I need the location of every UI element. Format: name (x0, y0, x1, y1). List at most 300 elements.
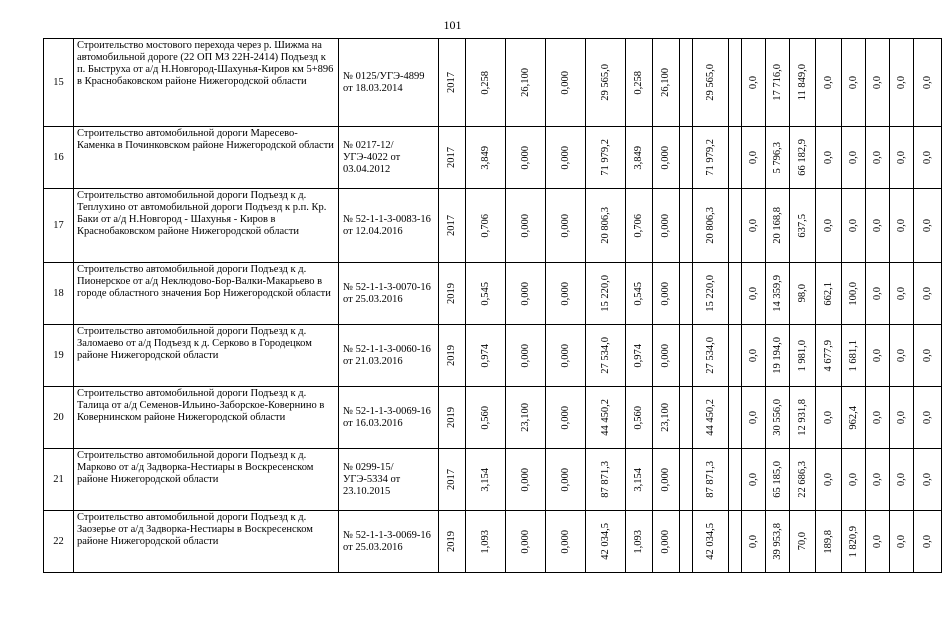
value-text: 65 185,0 (771, 461, 783, 498)
value-text: 0,0 (871, 348, 883, 363)
value-cell (914, 387, 942, 449)
value-text: 0,000 (559, 529, 571, 554)
expertise-reference: № 52-1-1-3-0069-16 от 16.03.2016 (339, 387, 439, 449)
row-number: 18 (44, 263, 74, 325)
value-cell (842, 325, 866, 387)
value-text: 0,0 (895, 150, 907, 165)
value-cell (466, 325, 506, 387)
value-text: 0,0 (921, 286, 933, 301)
value-text: 0,974 (633, 343, 644, 368)
value-cell (866, 39, 890, 127)
value-cell (742, 39, 766, 127)
value-cell (439, 511, 466, 573)
expertise-reference: № 52-1-1-3-0083-16 от 12.04.2016 (339, 189, 439, 263)
value-cell (653, 189, 680, 263)
value-text: 0,000 (519, 145, 531, 170)
value-cell (729, 449, 742, 511)
value-cell (626, 511, 653, 573)
value-cell (914, 127, 942, 189)
value-cell (693, 127, 729, 189)
value-text: 23,100 (660, 403, 671, 432)
object-name: Строительство автомобильной дороги Маресево-Каменка в Починковском районе Нижегородской области (74, 127, 339, 189)
value-cell (626, 39, 653, 127)
row-number: 20 (44, 387, 74, 449)
expertise-reference: № 52-1-1-3-0069-16 от 25.03.2016 (339, 511, 439, 573)
value-cell (439, 127, 466, 189)
value-text: 3,849 (633, 145, 644, 170)
table-row (44, 449, 942, 511)
object-name: Строительство автомобильной дороги Подъезд к д. Марково от а/д Задворка-Нестиары в Воскресенском районе Нижегородской области (74, 449, 339, 511)
value-text: 0,0 (871, 218, 883, 233)
value-cell (653, 263, 680, 325)
object-name: Строительство автомобильной дороги Подъезд к д. Пионерское от а/д Неклюдово-Бор-Валки-Макарьево в городе областного значения Бор Нижегородской области (74, 263, 339, 325)
value-text: 2017 (446, 215, 457, 236)
value-text: 70,0 (796, 532, 808, 551)
object-name: Строительство автомобильной дороги Подъезд к д. Заозерье от а/д Задворка-Нестиары в Воскресенском районе Нижегородской области (74, 511, 339, 573)
value-text: 0,0 (822, 75, 834, 90)
value-cell (866, 127, 890, 189)
value-text: 0,0 (822, 218, 834, 233)
value-cell (914, 189, 942, 263)
value-text: 29 565,0 (704, 64, 716, 101)
value-cell (693, 387, 729, 449)
value-cell (742, 387, 766, 449)
value-cell (914, 39, 942, 127)
value-cell (653, 387, 680, 449)
value-cell (693, 511, 729, 573)
value-cell (890, 39, 914, 127)
row-number: 22 (44, 511, 74, 573)
value-cell (586, 39, 626, 127)
value-text: 0,000 (559, 467, 571, 492)
value-text: 12 931,8 (796, 399, 808, 436)
value-cell (439, 263, 466, 325)
value-cell (680, 325, 693, 387)
value-text: 87 871,3 (704, 461, 716, 498)
value-text: 0,000 (519, 467, 531, 492)
table-row (44, 127, 942, 189)
row-number: 16 (44, 127, 74, 189)
value-text: 0,0 (895, 410, 907, 425)
value-cell (626, 189, 653, 263)
value-cell (680, 387, 693, 449)
value-text: 0,0 (921, 534, 933, 549)
value-cell (680, 511, 693, 573)
value-text: 0,545 (633, 281, 644, 306)
object-name: Строительство мостового перехода через р. Шижма на автомобильной дороге (22 ОП МЗ 22Н-2414) Подъезд к п. Быструха от а/д Н.Новгород-Шахунья-Киров км 5+896 в Краснобаковском районе Нижегородской области (74, 39, 339, 127)
value-cell (466, 39, 506, 127)
value-cell (890, 325, 914, 387)
value-text: 39 953,8 (771, 523, 783, 560)
value-cell (466, 263, 506, 325)
value-cell (586, 325, 626, 387)
value-cell (506, 325, 546, 387)
value-text: 0,0 (822, 410, 834, 425)
expertise-reference: № 0217-12/УГЭ-4022 от 03.04.2012 (339, 127, 439, 189)
value-cell (729, 127, 742, 189)
value-cell (653, 511, 680, 573)
value-cell (439, 189, 466, 263)
value-text: 1 820,9 (847, 525, 859, 558)
value-text: 637,5 (796, 213, 808, 238)
value-text: 15 220,0 (599, 275, 611, 312)
value-cell (816, 39, 842, 127)
value-cell (914, 511, 942, 573)
table-row (44, 387, 942, 449)
value-cell (766, 127, 790, 189)
value-text: 0,0 (747, 75, 759, 90)
value-cell (680, 189, 693, 263)
value-cell (790, 325, 816, 387)
value-cell (466, 127, 506, 189)
value-text: 14 359,9 (771, 275, 783, 312)
value-text: 11 849,0 (796, 64, 808, 101)
table-body (44, 39, 942, 573)
value-cell (742, 189, 766, 263)
value-cell (842, 387, 866, 449)
value-cell (466, 511, 506, 573)
value-text: 4 677,9 (822, 339, 834, 372)
value-text: 0,0 (747, 218, 759, 233)
value-cell (586, 189, 626, 263)
value-text: 0,0 (921, 75, 933, 90)
value-text: 1 681,1 (847, 339, 859, 372)
value-text: 0,000 (660, 145, 671, 170)
value-cell (546, 189, 586, 263)
value-cell (546, 263, 586, 325)
expertise-reference: № 52-1-1-3-0070-16 от 25.03.2016 (339, 263, 439, 325)
value-text: 0,0 (921, 348, 933, 363)
value-cell (842, 511, 866, 573)
value-cell (866, 387, 890, 449)
value-cell (546, 127, 586, 189)
value-text: 189,8 (822, 529, 834, 554)
value-cell (586, 127, 626, 189)
value-cell (546, 387, 586, 449)
value-cell (693, 263, 729, 325)
value-cell (586, 511, 626, 573)
value-text: 42 034,5 (599, 523, 611, 560)
value-cell (729, 263, 742, 325)
value-text: 0,0 (895, 472, 907, 487)
value-text: 0,0 (895, 218, 907, 233)
value-text: 0,0 (921, 150, 933, 165)
value-cell (866, 263, 890, 325)
value-cell (842, 449, 866, 511)
value-cell (680, 263, 693, 325)
value-cell (466, 189, 506, 263)
row-number: 15 (44, 39, 74, 127)
value-text: 0,000 (660, 213, 671, 238)
value-text: 19 194,0 (771, 337, 783, 374)
value-text: 42 034,5 (704, 523, 716, 560)
value-cell (816, 449, 842, 511)
value-cell (626, 127, 653, 189)
table-row (44, 325, 942, 387)
object-name: Строительство автомобильной дороги Подъезд к д. Заломаево от а/д Подъезд к д. Серково в Городецком районе Нижегородской области (74, 325, 339, 387)
value-cell (506, 127, 546, 189)
value-text: 0,0 (747, 472, 759, 487)
value-text: 20 806,3 (599, 207, 611, 244)
value-text: 71 979,2 (599, 139, 611, 176)
expertise-reference: № 52-1-1-3-0060-16 от 21.03.2016 (339, 325, 439, 387)
value-cell (890, 189, 914, 263)
value-text: 0,0 (847, 218, 859, 233)
construction-objects-table (43, 38, 942, 573)
value-cell (466, 387, 506, 449)
value-cell (790, 511, 816, 573)
row-number: 17 (44, 189, 74, 263)
value-text: 2019 (446, 345, 457, 366)
value-cell (506, 511, 546, 573)
object-name: Строительство автомобильной дороги Подъезд к д. Теплухино от автомобильной дороги Подъезд к р.п. Кр. Баки от а/д Н.Новгород - Шахунья - Киров в Краснобаковском районе Нижегородской области (74, 189, 339, 263)
value-text: 0,0 (921, 218, 933, 233)
value-text: 30 556,0 (771, 399, 783, 436)
value-cell (790, 39, 816, 127)
value-cell (914, 263, 942, 325)
value-text: 0,000 (660, 529, 671, 554)
value-cell (653, 127, 680, 189)
value-text: 0,000 (519, 529, 531, 554)
value-text: 0,0 (921, 472, 933, 487)
value-text: 1,093 (633, 529, 644, 554)
value-text: 0,0 (871, 75, 883, 90)
value-text: 1,093 (479, 529, 491, 554)
value-cell (506, 449, 546, 511)
value-text: 0,0 (747, 150, 759, 165)
value-cell (693, 449, 729, 511)
value-text: 0,560 (633, 405, 644, 430)
value-text: 98,0 (796, 284, 808, 303)
value-cell (816, 325, 842, 387)
value-cell (766, 387, 790, 449)
value-cell (506, 189, 546, 263)
value-cell (790, 127, 816, 189)
value-text: 0,974 (479, 343, 491, 368)
value-cell (680, 39, 693, 127)
value-text: 0,0 (822, 472, 834, 487)
value-cell (439, 449, 466, 511)
value-cell (790, 449, 816, 511)
value-text: 100,0 (847, 281, 859, 306)
value-cell (790, 263, 816, 325)
value-cell (890, 127, 914, 189)
value-cell (586, 449, 626, 511)
page-number: 101 (443, 18, 462, 32)
value-text: 0,0 (847, 75, 859, 90)
value-text: 962,4 (847, 405, 859, 430)
value-cell (546, 511, 586, 573)
value-cell (653, 449, 680, 511)
value-text: 22 686,3 (796, 461, 808, 498)
value-text: 1 981,0 (796, 339, 808, 372)
value-cell (626, 387, 653, 449)
value-text: 0,0 (895, 348, 907, 363)
value-cell (790, 189, 816, 263)
value-cell (742, 127, 766, 189)
value-text: 2019 (446, 407, 457, 428)
value-text: 0,0 (747, 348, 759, 363)
value-cell (816, 511, 842, 573)
value-cell (742, 325, 766, 387)
expertise-reference: № 0299-15/УГЭ-5334 от 23.10.2015 (339, 449, 439, 511)
value-text: 0,000 (559, 343, 571, 368)
value-cell (439, 387, 466, 449)
object-name: Строительство автомобильной дороги Подъезд к д. Талица от а/д Семенов-Ильино-Заборское-Ковернино в Ковернинском районе Нижегородской области (74, 387, 339, 449)
value-text: 3,849 (479, 145, 491, 170)
value-text: 23,100 (519, 403, 531, 432)
value-text: 0,0 (871, 472, 883, 487)
value-cell (742, 449, 766, 511)
value-cell (766, 449, 790, 511)
value-cell (742, 263, 766, 325)
value-text: 0,000 (519, 281, 531, 306)
value-cell (693, 325, 729, 387)
value-cell (626, 449, 653, 511)
value-text: 15 220,0 (704, 275, 716, 312)
value-cell (866, 325, 890, 387)
value-text: 0,0 (895, 286, 907, 301)
value-text: 0,000 (519, 213, 531, 238)
value-cell (766, 189, 790, 263)
table-row (44, 263, 942, 325)
value-text: 0,0 (871, 286, 883, 301)
value-text: 0,0 (871, 150, 883, 165)
value-text: 0,0 (847, 150, 859, 165)
value-cell (842, 263, 866, 325)
value-text: 26,100 (519, 68, 531, 97)
value-cell (766, 325, 790, 387)
value-cell (680, 127, 693, 189)
value-text: 0,560 (479, 405, 491, 430)
value-cell (816, 189, 842, 263)
value-text: 26,100 (660, 68, 671, 97)
value-cell (914, 449, 942, 511)
value-text: 0,0 (847, 472, 859, 487)
value-cell (653, 39, 680, 127)
value-text: 0,000 (559, 213, 571, 238)
value-cell (890, 387, 914, 449)
value-cell (766, 511, 790, 573)
value-text: 0,000 (660, 281, 671, 306)
value-cell (729, 511, 742, 573)
value-text: 27 534,0 (704, 337, 716, 374)
value-cell (546, 325, 586, 387)
value-cell (842, 127, 866, 189)
value-cell (729, 387, 742, 449)
value-text: 29 565,0 (599, 64, 611, 101)
value-text: 0,0 (921, 410, 933, 425)
value-cell (816, 127, 842, 189)
table-row (44, 189, 942, 263)
value-cell (866, 449, 890, 511)
value-text: 0,0 (871, 534, 883, 549)
value-text: 0,545 (479, 281, 491, 306)
expertise-reference: № 0125/УГЭ-4899 от 18.03.2014 (339, 39, 439, 127)
value-cell (816, 387, 842, 449)
value-cell (842, 39, 866, 127)
value-text: 20 806,3 (704, 207, 716, 244)
value-cell (890, 449, 914, 511)
value-cell (693, 189, 729, 263)
value-text: 0,000 (660, 343, 671, 368)
value-cell (890, 511, 914, 573)
value-cell (626, 325, 653, 387)
value-cell (506, 263, 546, 325)
value-cell (766, 39, 790, 127)
value-cell (766, 263, 790, 325)
value-text: 0,258 (633, 70, 644, 95)
value-text: 0,000 (559, 281, 571, 306)
value-text: 0,0 (895, 534, 907, 549)
value-text: 2017 (446, 147, 457, 168)
value-cell (742, 511, 766, 573)
value-text: 17 716,0 (771, 64, 783, 101)
value-cell (546, 449, 586, 511)
value-cell (729, 39, 742, 127)
value-text: 0,000 (559, 70, 571, 95)
value-cell (790, 387, 816, 449)
value-text: 71 979,2 (704, 139, 716, 176)
value-text: 20 168,8 (771, 207, 783, 244)
value-text: 0,706 (633, 213, 644, 238)
value-text: 0,000 (660, 467, 671, 492)
value-text: 662,1 (822, 281, 834, 306)
value-cell (546, 39, 586, 127)
value-text: 0,0 (747, 286, 759, 301)
value-text: 3,154 (479, 467, 491, 492)
value-text: 87 871,3 (599, 461, 611, 498)
value-text: 44 450,2 (704, 399, 716, 436)
value-cell (439, 325, 466, 387)
value-cell (842, 189, 866, 263)
value-text: 2017 (446, 72, 457, 93)
value-cell (586, 387, 626, 449)
value-cell (680, 449, 693, 511)
value-cell (816, 263, 842, 325)
value-cell (729, 325, 742, 387)
value-text: 0,258 (479, 70, 491, 95)
value-text: 0,706 (479, 213, 491, 238)
value-cell (866, 511, 890, 573)
value-text: 27 534,0 (599, 337, 611, 374)
value-text: 0,0 (895, 75, 907, 90)
value-text: 5 796,3 (771, 141, 783, 174)
value-text: 3,154 (633, 467, 644, 492)
table-row (44, 39, 942, 127)
value-text: 0,0 (747, 534, 759, 549)
value-text: 2017 (446, 469, 457, 490)
value-cell (914, 325, 942, 387)
value-cell (586, 263, 626, 325)
value-text: 0,0 (822, 150, 834, 165)
row-number: 19 (44, 325, 74, 387)
row-number: 21 (44, 449, 74, 511)
value-text: 2019 (446, 283, 457, 304)
table-row (44, 511, 942, 573)
value-text: 0,000 (559, 405, 571, 430)
value-text: 66 182,9 (796, 139, 808, 176)
value-cell (653, 325, 680, 387)
value-text: 2019 (446, 531, 457, 552)
value-cell (506, 39, 546, 127)
value-cell (626, 263, 653, 325)
value-cell (693, 39, 729, 127)
value-text: 0,0 (747, 410, 759, 425)
value-cell (506, 387, 546, 449)
value-cell (439, 39, 466, 127)
value-text: 0,0 (871, 410, 883, 425)
